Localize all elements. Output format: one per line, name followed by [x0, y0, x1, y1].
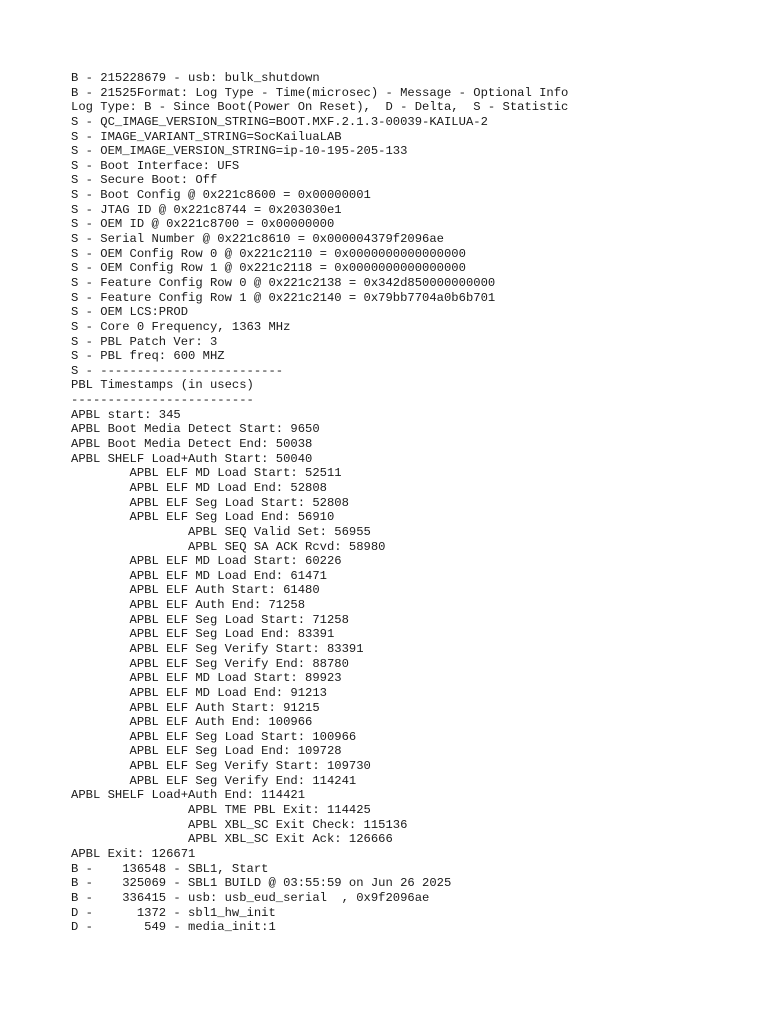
log-line: APBL ELF Seg Verify Start: 109730 [71, 759, 371, 774]
log-line: APBL SEQ SA ACK Rcvd: 58980 [71, 539, 386, 554]
log-line: APBL Boot Media Detect End: 50038 [71, 437, 313, 452]
log-line: S - OEM_IMAGE_VERSION_STRING=ip-10-195-205-133 [71, 144, 408, 159]
log-line: APBL start: 345 [71, 407, 181, 422]
log-line: APBL ELF Seg Load Start: 71258 [71, 612, 349, 627]
log-line: APBL SHELF Load+Auth Start: 50040 [71, 451, 313, 466]
log-line: S - Feature Config Row 1 @ 0x221c2140 = 0x79bb7704a0b6b701 [71, 290, 496, 305]
log-line: APBL ELF MD Load End: 52808 [71, 480, 327, 495]
log-line: APBL ELF Auth End: 71258 [71, 598, 306, 613]
log-line: APBL ELF MD Load Start: 60226 [71, 554, 342, 569]
log-line: S - ------------------------- [71, 363, 284, 378]
log-line: Log Type: B - Since Boot(Power On Reset), D - Delta, S - Statistic [71, 100, 569, 115]
boot-log [71, 71, 751, 935]
log-line: APBL ELF Seg Load Start: 52808 [71, 495, 349, 510]
log-line: APBL ELF MD Load Start: 52511 [71, 466, 342, 481]
log-line: S - PBL freq: 600 MHZ [71, 349, 225, 364]
log-line: APBL ELF Auth Start: 61480 [71, 583, 320, 598]
log-line: S - IMAGE_VARIANT_STRING=SocKailuaLAB [71, 129, 342, 144]
log-line: APBL ELF Seg Load End: 109728 [71, 744, 342, 759]
log-line: B - 136548 - SBL1, Start [71, 861, 269, 876]
log-line: APBL Exit: 126671 [71, 846, 196, 861]
log-line: S - OEM Config Row 0 @ 0x221c2110 = 0x0000000000000000 [71, 246, 466, 261]
log-line: APBL SHELF Load+Auth End: 114421 [71, 788, 306, 803]
log-line: S - Secure Boot: Off [71, 173, 218, 188]
log-line: APBL TME PBL Exit: 114425 [71, 803, 371, 818]
log-line: B - 215228679 - usb: bulk_shutdown [71, 71, 320, 85]
log-line: APBL ELF Seg Load End: 56910 [71, 510, 335, 525]
log-line: S - Feature Config Row 0 @ 0x221c2138 = 0x342d850000000000 [71, 275, 496, 290]
log-line: APBL ELF MD Load Start: 89923 [71, 671, 342, 686]
log-line: APBL ELF Auth Start: 91215 [71, 700, 320, 715]
log-line: S - OEM LCS:PROD [71, 305, 189, 320]
log-line: B - 325069 - SBL1 BUILD @ 03:55:59 on Jun 26 2025 [71, 876, 452, 891]
log-line: APBL Boot Media Detect Start: 9650 [71, 422, 320, 437]
log-line: APBL ELF Auth End: 100966 [71, 715, 313, 730]
log-line: S - PBL Patch Ver: 3 [71, 334, 218, 349]
log-line: S - Boot Interface: UFS [71, 158, 240, 173]
log-line: APBL ELF Seg Verify Start: 83391 [71, 641, 364, 656]
log-line: APBL ELF Seg Load Start: 100966 [71, 729, 357, 744]
log-line: APBL ELF MD Load End: 61471 [71, 568, 327, 583]
log-line: B - 336415 - usb: usb_eud_serial , 0x9f2096ae [71, 890, 430, 905]
log-line: D - 549 - media_init:1 [71, 920, 276, 935]
log-line: S - OEM Config Row 1 @ 0x221c2118 = 0x0000000000000000 [71, 261, 466, 276]
log-line: APBL ELF Seg Load End: 83391 [71, 627, 335, 642]
log-line: APBL XBL_SC Exit Check: 115136 [71, 817, 408, 832]
log-line: APBL SEQ Valid Set: 56955 [71, 524, 371, 539]
log-line: S - Core 0 Frequency, 1363 MHz [71, 319, 291, 334]
log-line: D - 1372 - sbl1_hw_init [71, 905, 276, 920]
log-line: S - Serial Number @ 0x221c8610 = 0x000004379f2096ae [71, 232, 444, 247]
log-line: ------------------------- [71, 393, 254, 408]
log-line: S - QC_IMAGE_VERSION_STRING=BOOT.MXF.2.1.3-00039-KAILUA-2 [71, 114, 488, 129]
log-line: S - Boot Config @ 0x221c8600 = 0x00000001 [71, 188, 371, 203]
log-line: APBL ELF Seg Verify End: 114241 [71, 773, 357, 788]
log-line: APBL XBL_SC Exit Ack: 126666 [71, 832, 393, 847]
log-line: B - 21525Format: Log Type - Time(microsec) - Message - Optional Info [71, 85, 569, 100]
log-line: APBL ELF Seg Verify End: 88780 [71, 656, 349, 671]
log-line: APBL ELF MD Load End: 91213 [71, 685, 327, 700]
log-line: PBL Timestamps (in usecs) [71, 378, 254, 393]
log-line: S - JTAG ID @ 0x221c8744 = 0x203030e1 [71, 202, 342, 217]
log-line: S - OEM ID @ 0x221c8700 = 0x00000000 [71, 217, 335, 232]
